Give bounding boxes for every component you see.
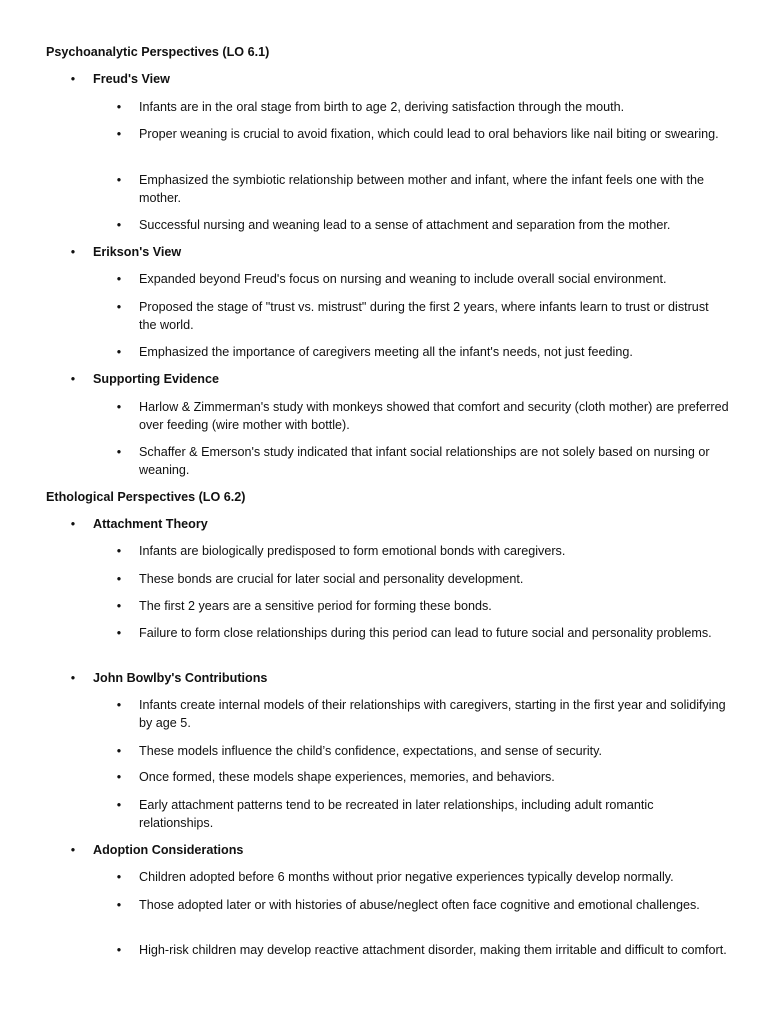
list-item: Successful nursing and weaning lead to a sense of attachment and separation from the mother. — [139, 218, 671, 232]
bullet-icon: • — [116, 870, 122, 884]
bullet-icon: • — [116, 698, 122, 712]
topic-heading: Attachment Theory — [93, 517, 208, 531]
bullet-icon: • — [70, 843, 76, 857]
bullet-icon: • — [70, 517, 76, 531]
section-heading: Ethological Perspectives (LO 6.2) — [46, 490, 246, 504]
bullet-icon: • — [116, 272, 122, 286]
list-item: Failure to form close relationships during this period can lead to future social and personality problems. — [139, 626, 712, 640]
bullet-icon: • — [116, 345, 122, 359]
list-item: Infants are biologically predisposed to form emotional bonds with caregivers. — [139, 544, 566, 558]
bullet-icon: • — [116, 744, 122, 758]
bullet-icon: • — [70, 72, 76, 86]
bullet-icon: • — [116, 173, 122, 187]
bullet-icon: • — [70, 245, 76, 259]
bullet-icon: • — [116, 544, 122, 558]
bullet-icon: • — [70, 671, 76, 685]
bullet-icon: • — [116, 770, 122, 784]
list-item: Those adopted later or with histories of abuse/neglect often face cognitive and emotional challenges. — [139, 898, 700, 912]
bullet-icon: • — [116, 218, 122, 232]
bullet-icon: • — [70, 372, 76, 386]
topic-heading: John Bowlby's Contributions — [93, 671, 268, 685]
bullet-icon: • — [116, 943, 122, 957]
bullet-icon: • — [116, 626, 122, 640]
bullet-icon: • — [116, 898, 122, 912]
list-item: High-risk children may develop reactive attachment disorder, making them irritable and difficult to comfort. — [139, 943, 727, 957]
list-item: Harlow & Zimmerman's study with monkeys showed that comfort and security (cloth mother) are preferred over feeding (wire mother with bottle). — [139, 400, 729, 432]
bullet-icon: • — [116, 300, 122, 314]
topic-heading: Freud's View — [93, 72, 170, 86]
list-item: These models influence the child’s confidence, expectations, and sense of security. — [139, 744, 602, 758]
topic-heading: Adoption Considerations — [93, 843, 244, 857]
bullet-icon: • — [116, 572, 122, 586]
bullet-icon: • — [116, 445, 122, 459]
bullet-icon: • — [116, 798, 122, 812]
list-item: The first 2 years are a sensitive period for forming these bonds. — [139, 599, 492, 613]
bullet-icon: • — [116, 127, 122, 141]
list-item: Once formed, these models shape experiences, memories, and behaviors. — [139, 770, 555, 784]
list-item: These bonds are crucial for later social and personality development. — [139, 572, 524, 586]
section-heading: Psychoanalytic Perspectives (LO 6.1) — [46, 45, 270, 59]
list-item: Proper weaning is crucial to avoid fixation, which could lead to oral behaviors like nail biting or swearing. — [139, 127, 719, 141]
list-item: Emphasized the symbiotic relationship between mother and infant, where the infant feels one with the mother. — [139, 173, 704, 205]
list-item: Proposed the stage of "trust vs. mistrust" during the first 2 years, where infants learn to trust or distrust the world. — [139, 300, 709, 332]
list-item: Schaffer & Emerson's study indicated that infant social relationships are not solely based on nursing or weaning. — [139, 445, 710, 477]
list-item: Children adopted before 6 months without prior negative experiences typically develop normally. — [139, 870, 674, 884]
bullet-icon: • — [116, 400, 122, 414]
list-item: Emphasized the importance of caregivers meeting all the infant's needs, not just feeding. — [139, 345, 633, 359]
topic-heading: Supporting Evidence — [93, 372, 219, 386]
bullet-icon: • — [116, 599, 122, 613]
bullet-icon: • — [116, 100, 122, 114]
list-item: Expanded beyond Freud's focus on nursing and weaning to include overall social environment. — [139, 272, 667, 286]
topic-heading: Erikson's View — [93, 245, 182, 259]
list-item: Infants create internal models of their relationships with caregivers, starting in the first year and solidifying by age 5. — [139, 698, 726, 730]
list-item: Infants are in the oral stage from birth to age 2, deriving satisfaction through the mouth. — [139, 100, 625, 114]
list-item: Early attachment patterns tend to be recreated in later relationships, including adult romantic relationships. — [139, 798, 654, 830]
